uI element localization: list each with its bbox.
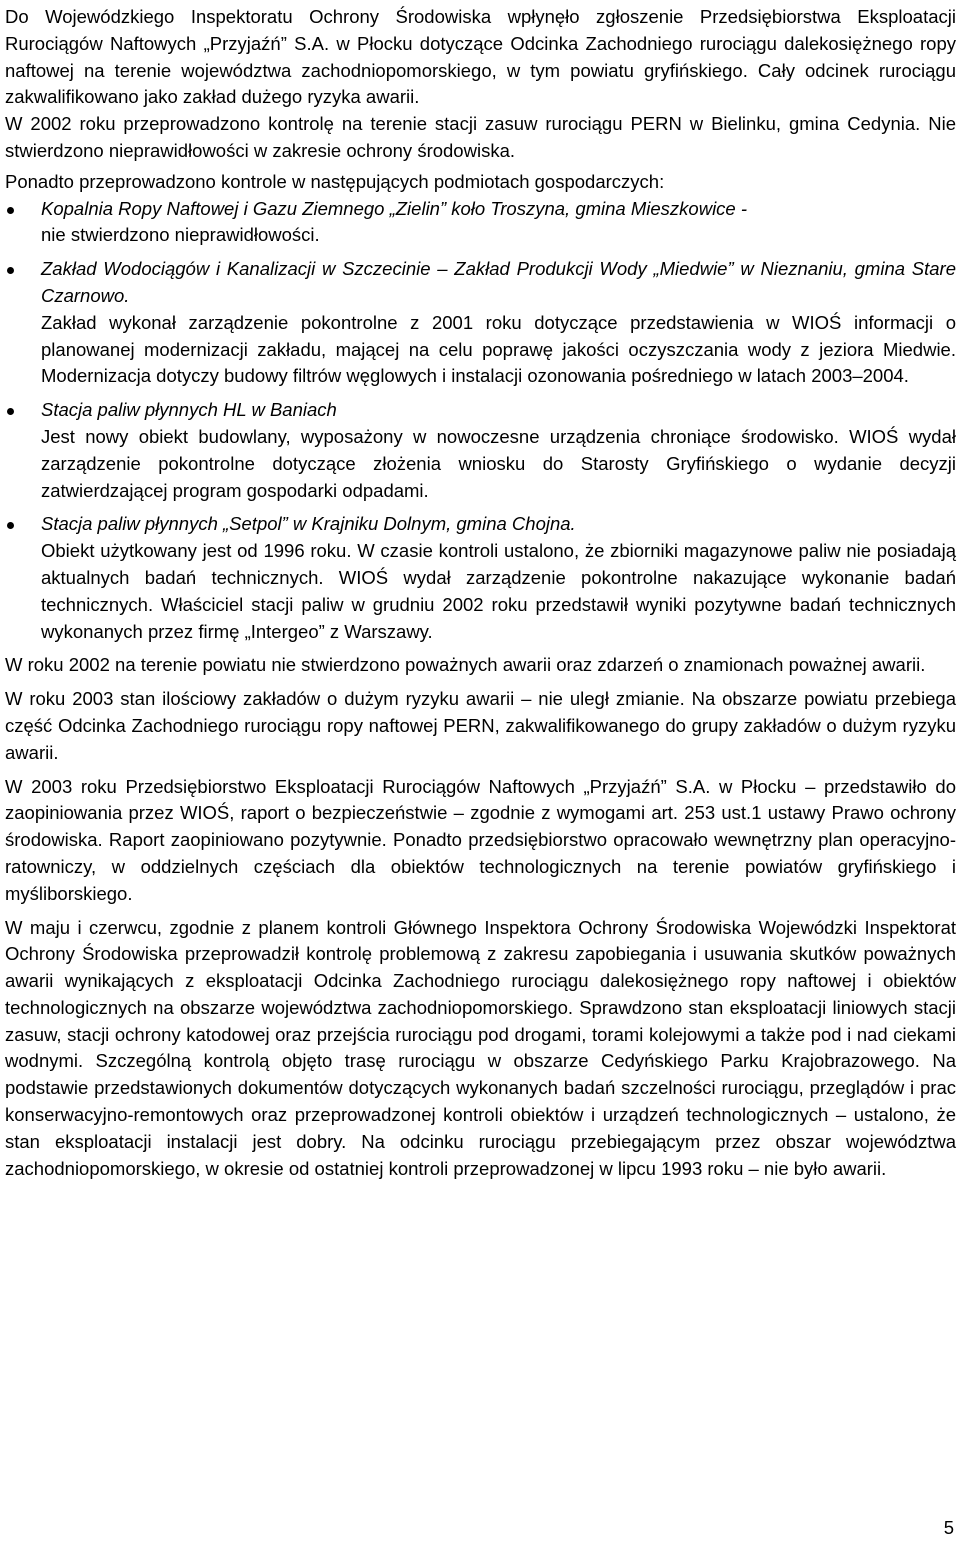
bullet-text: Obiekt użytkowany jest od 1996 roku. W czasie kontroli ustalono, że zbiorniki magazynowe paliw nie posiadają aktualnych badań technicznych. WIOŚ wydał zarządzenie pokontrolne nakazujące wykonanie badań technicznych. Właściciel stacji paliw w grudniu 2002 roku przedstawił wyniki pozytywne badań technicznych wykonanych przez firmę „Intergeo” z Warszawy. (41, 540, 956, 642)
paragraph-safety-report: W 2003 roku Przedsiębiorstwo Eksploatacji Rurociągów Naftowych „Przyjaźń” S.A. w Płocku – przedstawiło do zaopiniowania przez WIOŚ, raport o bezpieczeństwie – zgodnie z wymogami art. 253 ust.1 ustawy Prawo ochrony środowiska. Raport zaopiniowano pozytywnie. Ponadto przedsiębiorstwo opracowało wewnętrzny plan operacyjno-ratowniczy, w oddzielnych częściach dla obiektów technologicznych na terenie powiatów gryfińskiego i myśliborskiego. (5, 775, 956, 904)
paragraph-pern-notification: Do Wojewódzkiego Inspektoratu Ochrony Środowiska wpłynęło zgłoszenie Przedsiębiorstwa Eksploatacji Rurociągów Naftowych „Przyjaźń” S.A. w Płocku dotyczące Odcinka Zachodniego rurociągu dalekosiężnego ropy naftowej na terenie województwa zachodniopomorskiego, w tym powiatu gryfińskiego. Cały odcinek rurociągu zakwalifikowano jako zakład dużego ryzyka awarii. (5, 6, 956, 108)
bullet-text: Jest nowy obiekt budowlany, wyposażony w nowoczesne urządzenia chroniące środowisko. WIOŚ wydał zarządzenie pokontrolne dotyczące złożenia wniosku do Starosty Gryfińskiego o wydanie decyzji zatwierdzającej program gospodarki odpadami. (41, 425, 956, 501)
bullet-title: Stacja paliw płynnych HL w Baniach (41, 399, 337, 421)
paragraph-problem-inspection: W maju i czerwcu, zgodnie z planem kontroli Głównego Inspektora Ochrony Środowiska Wojewódzki Inspektorat Ochrony Środowiska przeprowadził kontrolę problemową z zakresu zapobiegania i usuwania skutków poważnych awarii wynikających z eksploatacji Odcinka Zachodniego rurociągu dalekosiężnego ropy naftowej i obiektów technologicznych na obszarze województwa zachodniopomorskiego. Sprawdzono stan eksploatacji liniowych stacji zasuw, stacji ochrony katodowej oraz przejścia rurociągu pod drogami, torami kolejowymi a także pod i nad ciekami wodnymi. Szczególną kontrolą objęto trasę rurociągu w obszarze Cedyńskiego Parku Krajobrazowego. Na podstawie przedstawionych dokumentów dotyczących wykonanych badań szczelności rurociągu, przeglądów i prac konserwacyjno-remontowych oraz przeprowadzonej kontroli obiektów i urządzeń technologicznych – ustalono, że stan eksploatacji instalacji jest dobry. Na odcinku rurociągu przebiegającym przez obszar województwa zachodniopomorskiego, w okresie od ostatniej kontroli przeprowadzonej w lipcu 1993 roku – nie było awarii. (5, 916, 956, 1179)
bullet-item-setpol (5, 511, 956, 645)
page-number: 5 (943, 1517, 954, 1538)
document-page (5, 4, 956, 1182)
bullet-title: Kopalnia Ropy Naftowej i Gazu Ziemnego „Zielin” koło Troszyna, gmina Mieszkowice - (41, 197, 748, 219)
bullet-item-hl-banie (5, 397, 956, 504)
paragraph-bielinek-inspection: W 2002 roku przeprowadzono kontrolę na terenie stacji zasuw rurociągu PERN w Bielinku, gmina Cedynia. Nie stwierdzono nieprawidłowości w zakresie ochrony środowiska. (5, 113, 956, 161)
paragraph-no-accidents-2002: W roku 2002 na terenie powiatu nie stwierdzono poważnych awarii oraz zdarzeń o znamionach poważnej awarii. (5, 654, 926, 676)
bullet-item-zielin (5, 196, 956, 250)
bullet-item-miedwie (5, 256, 956, 390)
bullet-text: nie stwierdzono nieprawidłowości. (41, 224, 320, 246)
bullet-title: Zakład Wodociągów i Kanalizacji w Szczecinie – Zakład Produkcji Wody „Miedwie” w Nieznaniu, gmina Stare Czarnowo. (41, 258, 956, 306)
paragraph-inspections-intro: Ponadto przeprowadzono kontrole w następujących podmiotach gospodarczych: (5, 170, 665, 192)
bullet-title: Stacja paliw płynnych „Setpol” w Krajniku Dolnym, gmina Chojna. (41, 513, 576, 535)
paragraph-status-2003: W roku 2003 stan ilościowy zakładów o dużym ryzyku awarii – nie uległ zmianie. Na obszarze powiatu przebiega część Odcinka Zachodniego rurociągu ropy naftowej PERN, zakwalifikowanego do grupy zakładów o dużym ryzyku awarii. (5, 688, 956, 763)
bullet-text: Zakład wykonał zarządzenie pokontrolne z 2001 roku dotyczące przedstawienia w WIOŚ informacji o planowanej modernizacji zakładu, mającej na celu poprawę jakości oczyszczania wody z jeziora Miedwie. Modernizacja dotyczy budowy filtrów węglowych i instalacji ozonowania pośredniego w latach 2003–2004. (41, 311, 956, 387)
